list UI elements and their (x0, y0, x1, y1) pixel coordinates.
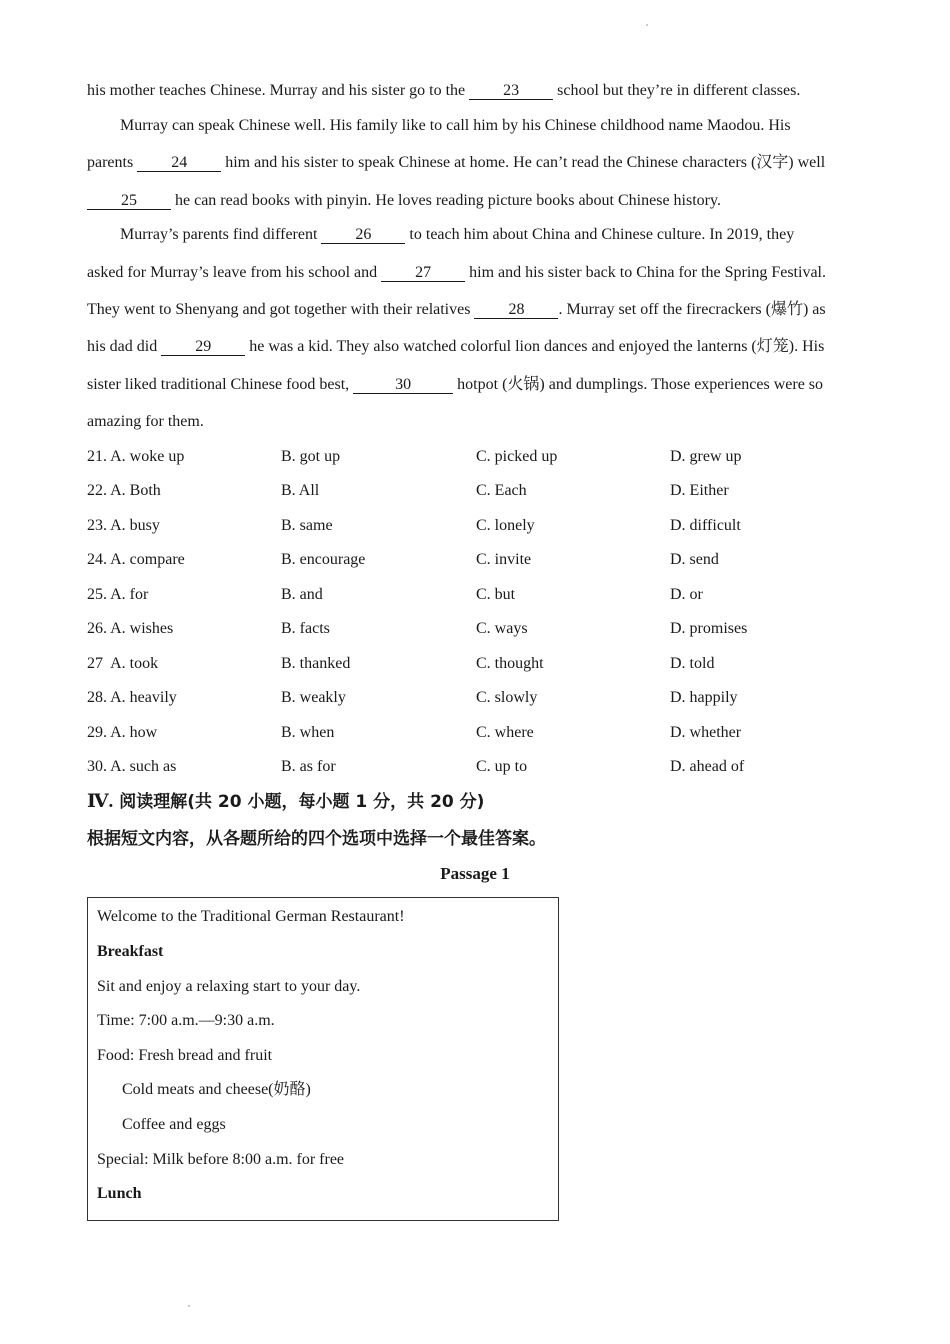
blank-25[interactable]: 25 (87, 192, 171, 210)
option-a[interactable]: 30. A. such as (87, 758, 177, 775)
question-26 (87, 619, 863, 639)
passage-line: 25 he can read books with pinyin. He loves reading picture books about Chinese history. (87, 191, 721, 211)
option-b[interactable]: B. as for (281, 758, 336, 775)
blank-27[interactable]: 27 (381, 264, 465, 282)
option-d[interactable]: D. Either (670, 482, 729, 499)
blank-24[interactable]: 24 (137, 154, 221, 172)
question-29 (87, 723, 863, 743)
passage-line: amazing for them. (87, 413, 204, 430)
option-c[interactable]: C. invite (476, 551, 532, 568)
option-d[interactable]: D. promises (670, 620, 748, 637)
option-c[interactable]: C. but (476, 586, 516, 603)
option-d[interactable]: D. happily (670, 689, 738, 706)
passage-line: asked for Murray’s leave from his school and 27 him and his sister back to China for the Spring Festival. (87, 264, 826, 281)
scan-speck (646, 24, 648, 26)
menu-food-item: Coffee and eggs (122, 1116, 226, 1133)
question-28 (87, 688, 863, 708)
question-23 (87, 516, 863, 536)
option-a[interactable]: 29. A. how (87, 724, 158, 741)
section-numeral: Ⅳ. (87, 791, 114, 812)
option-d[interactable]: D. grew up (670, 448, 742, 465)
option-a[interactable]: 28. A. heavily (87, 689, 177, 706)
passage-line: his mother teaches Chinese. Murray and his sister go to the 23 school but they’re in different classes. (87, 82, 801, 99)
blank-28[interactable]: 28 (474, 301, 558, 319)
option-a[interactable]: 25. A. for (87, 586, 149, 603)
section-title: 阅读理解(共 20 小题，每小题 1 分，共 20 分) (113, 792, 485, 812)
menu-food: Food: Fresh bread and fruit (97, 1047, 273, 1064)
menu-breakfast-desc: Sit and enjoy a relaxing start to your day. (97, 978, 361, 995)
option-c[interactable]: C. slowly (476, 689, 538, 706)
option-d[interactable]: D. whether (670, 724, 742, 741)
menu-breakfast-heading: Breakfast (97, 943, 164, 960)
option-c[interactable]: C. where (476, 724, 534, 741)
menu-special: Special: Milk before 8:00 a.m. for free (97, 1151, 345, 1168)
option-c[interactable]: C. lonely (476, 517, 535, 534)
question-25 (87, 585, 863, 605)
option-d[interactable]: D. or (670, 586, 703, 603)
question-21 (87, 447, 863, 467)
option-c[interactable]: C. Each (476, 482, 527, 499)
option-a[interactable]: 21. A. woke up (87, 448, 185, 465)
question-24 (87, 550, 863, 570)
option-b[interactable]: B. encourage (281, 551, 366, 568)
option-d[interactable]: D. told (670, 655, 715, 672)
passage-line: They went to Shenyang and got together with their relatives 28 . Murray set off the firecrackers (爆竹) as (87, 301, 826, 318)
question-22 (87, 481, 863, 501)
option-b[interactable]: B. when (281, 724, 335, 741)
option-c[interactable]: C. picked up (476, 448, 558, 465)
menu-time: Time: 7:00 a.m.—9:30 a.m. (97, 1012, 275, 1029)
menu-food-item: Cold meats and cheese(奶酪) (122, 1081, 311, 1098)
option-c[interactable]: C. thought (476, 655, 544, 672)
option-c[interactable]: C. up to (476, 758, 528, 775)
option-b[interactable]: B. thanked (281, 655, 351, 672)
restaurant-menu-box (87, 897, 559, 1221)
option-a[interactable]: 26. A. wishes (87, 620, 174, 637)
menu-welcome: Welcome to the Traditional German Restaurant! (97, 908, 405, 925)
option-a[interactable]: 22. A. Both (87, 482, 161, 499)
blank-30[interactable]: 30 (353, 376, 453, 394)
passage-line: Murray can speak Chinese well. His family like to call him by his Chinese childhood name Maodou. His (120, 117, 791, 134)
option-c[interactable]: C. ways (476, 620, 528, 637)
option-a[interactable]: 27 A. took (87, 655, 159, 672)
option-b[interactable]: B. facts (281, 620, 330, 637)
passage-line: his dad did 29 he was a kid. They also watched colorful lion dances and enjoyed the lanterns (灯笼). His (87, 338, 825, 355)
question-30 (87, 757, 863, 777)
section-heading (87, 791, 484, 814)
blank-23[interactable]: 23 (469, 82, 553, 100)
option-d[interactable]: D. difficult (670, 517, 741, 534)
question-27 (87, 654, 863, 674)
option-b[interactable]: B. same (281, 517, 333, 534)
option-a[interactable]: 23. A. busy (87, 517, 160, 534)
menu-lunch-heading: Lunch (97, 1185, 142, 1202)
option-b[interactable]: B. got up (281, 448, 341, 465)
option-b[interactable]: B. and (281, 586, 323, 603)
option-b[interactable]: B. weakly (281, 689, 346, 706)
passage-line: sister liked traditional Chinese food best, 30 hotpot (火锅) and dumplings. Those experiences were so (87, 376, 824, 393)
option-d[interactable]: D. send (670, 551, 719, 568)
passage-title: Passage 1 (440, 864, 510, 883)
passage-line: Murray’s parents find different 26 to teach him about China and Chinese culture. In 2019, they (120, 226, 795, 243)
passage-line: parents 24 him and his sister to speak Chinese at home. He can’t read the Chinese characters (汉字) well (87, 154, 826, 171)
option-a[interactable]: 24. A. compare (87, 551, 185, 568)
scan-speck (188, 1305, 190, 1307)
option-b[interactable]: B. All (281, 482, 320, 499)
blank-26[interactable]: 26 (321, 226, 405, 244)
option-d[interactable]: D. ahead of (670, 758, 745, 775)
section-instruction: 根据短文内容，从各题所给的四个选项中选择一个最佳答案。 (87, 829, 546, 849)
blank-29[interactable]: 29 (161, 338, 245, 356)
